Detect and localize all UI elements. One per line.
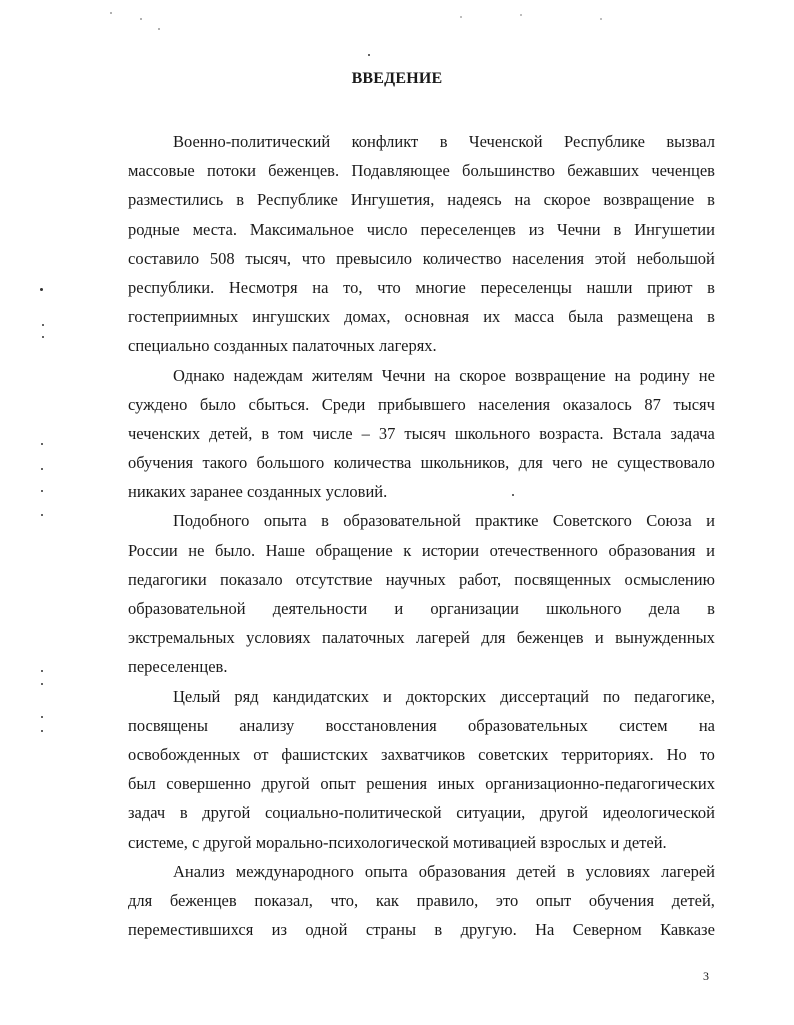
body-text [128,127,715,944]
scan-speck [42,324,44,326]
scan-speck [600,18,602,20]
text-line: никаких заранее созданных условий. [128,482,388,502]
scan-speck [42,336,44,338]
text-line: переместившихся из одной страны в другую. На Северном Кавказе [128,920,715,940]
text-line: Целый ряд кандидатских и докторских диссертаций по педагогике, [173,686,715,706]
text-line: был совершенно другой опыт решения иных организационно-педагогических [128,774,715,794]
scan-speck [140,18,142,20]
text-line: суждено было сбыться. Среди прибывшего населения оказалось 87 тысяч [128,394,715,414]
text-line: Подобного опыта в образовательной практике Советского Союза и [173,511,715,531]
text-line: системе, с другой морально-психологической мотивацией взрослых и детей. [128,832,667,852]
scan-speck [512,494,514,496]
scan-speck [41,683,43,685]
text-line: Однако надеждам жителям Чечни на скорое возвращение на родину не [173,365,715,385]
text-line: задач в другой социально-политической ситуации, другой идеологической [128,803,715,823]
scan-speck [110,12,112,14]
text-line: родные места. Максимальное число переселенцев из Чечни в Ингушетии [128,219,715,239]
text-line: гостеприимных ингушских домах, основная их масса была размещена в [128,307,715,327]
text-line: Военно-политический конфликт в Чеченской Республике вызвал [173,132,715,151]
text-line: для беженцев показал, что, как правило, это опыт обучения детей, [128,890,715,910]
scan-speck [41,716,43,718]
text-line: чеченских детей, в том числе – 37 тысяч школьного возраста. Встала задача [128,423,715,443]
scan-speck [41,514,43,516]
text-line: разместились в Республике Ингушетия, надеясь на скорое возвращение в [128,190,715,210]
scan-speck [41,730,43,732]
text-line: массовые потоки беженцев. Подавляющее большинство бежавших чеченцев [128,161,715,181]
scan-speck [40,288,43,291]
scan-speck [41,490,43,492]
text-line: специально созданных палаточных лагерях. [128,336,437,356]
text-line: образовательной деятельности и организации школьного дела в [128,599,715,618]
text-line: Анализ международного опыта образования детей в условиях лагерей [173,861,715,881]
scan-speck [41,670,43,672]
text-line: экстремальных условиях палаточных лагерей для беженцев и вынужденных [128,628,715,648]
page-title: ВВЕДЕНИЕ [351,70,443,87]
scan-speck [368,54,370,56]
page-number: 3 [703,969,709,983]
text-line: посвящены анализу восстановления образовательных систем на [128,715,715,735]
text-line: обучения такого большого количества школьников, для чего не существовало [128,453,715,473]
scan-speck [158,28,160,30]
scan-speck [520,14,522,16]
scan-speck [41,443,43,445]
scan-speck [460,16,462,18]
text-line: составило 508 тысяч, что превысило количество населения этой небольшой [128,248,715,268]
text-line: педагогики показало отсутствие научных работ, посвященных осмыслению [128,569,715,589]
scan-speck [41,468,43,470]
text-line: переселенцев. [128,657,228,677]
text-line: освобожденных от фашистских захватчиков советских территориях. Но то [128,744,715,764]
text-line: республики. Несмотря на то, что многие переселенцы нашли приют в [128,277,715,297]
text-line: России не было. Наше обращение к истории отечественного образования и [128,540,715,560]
